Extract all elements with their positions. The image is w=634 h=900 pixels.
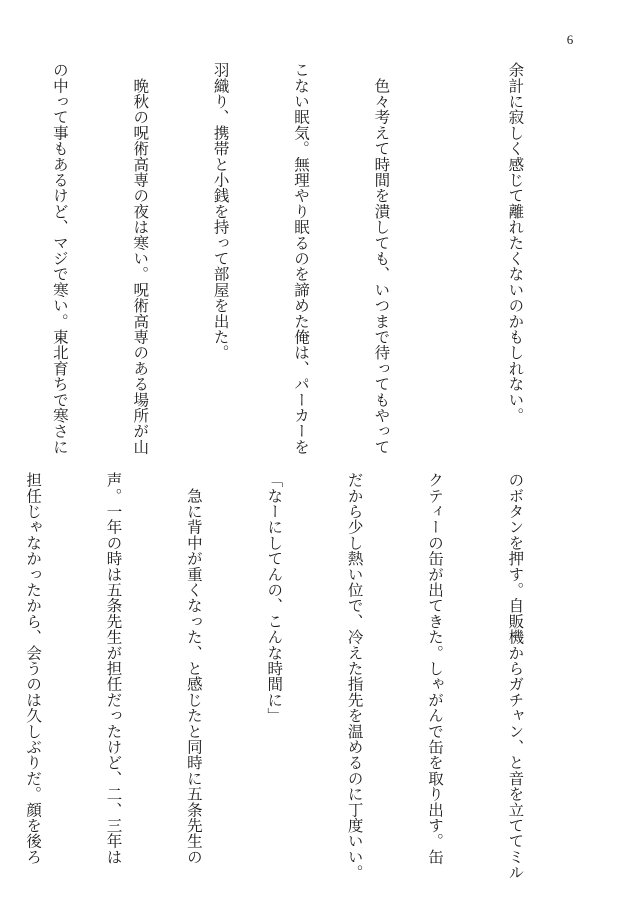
lower-text-block [0,472,582,881]
text-line: 担任じゃなかったから、会うのは久しぶりだ。顔を後ろ [24,472,43,865]
text-line: 「なーにしてんの、こんな時間に」 [265,472,284,724]
text-line: 声。一年の時は五条先生が担任だったけど、二、三年は [104,472,123,865]
text-line: 色々考えて時間を潰しても、いつまで待ってもやって [372,62,391,455]
text-line: 晩秋の呪術高専の夜は寒い。呪術高専のある場所が山 [131,62,150,455]
text-line: 急に背中が重くなった、と感じたと同時に五条先生の [184,472,203,865]
text-line: クティーの缶が出てきた。しゃがんで缶を取り出す。缶 [426,472,445,865]
text-line: のボタンを押す。自販機からガチャン、と音を立ててミル [506,472,525,881]
text-line: 余計に寂しく感じて離れたくないのかもしれない。 [506,62,525,424]
text-line: の中って事もあるけど、マジで寒い。東北育ちで寒さに [50,62,69,455]
text-line: だから少し熱い位で、冷えた指先を温めるのに丁度いい。 [345,472,364,881]
text-line: こない眠気。無理やり眠るのを諦めた俺は、パーカーを [292,62,311,455]
page-number: 6 [566,32,574,47]
text-line: 羽織り、携帯と小銭を持って部屋を出た。 [211,62,230,361]
upper-text-block [0,62,582,455]
